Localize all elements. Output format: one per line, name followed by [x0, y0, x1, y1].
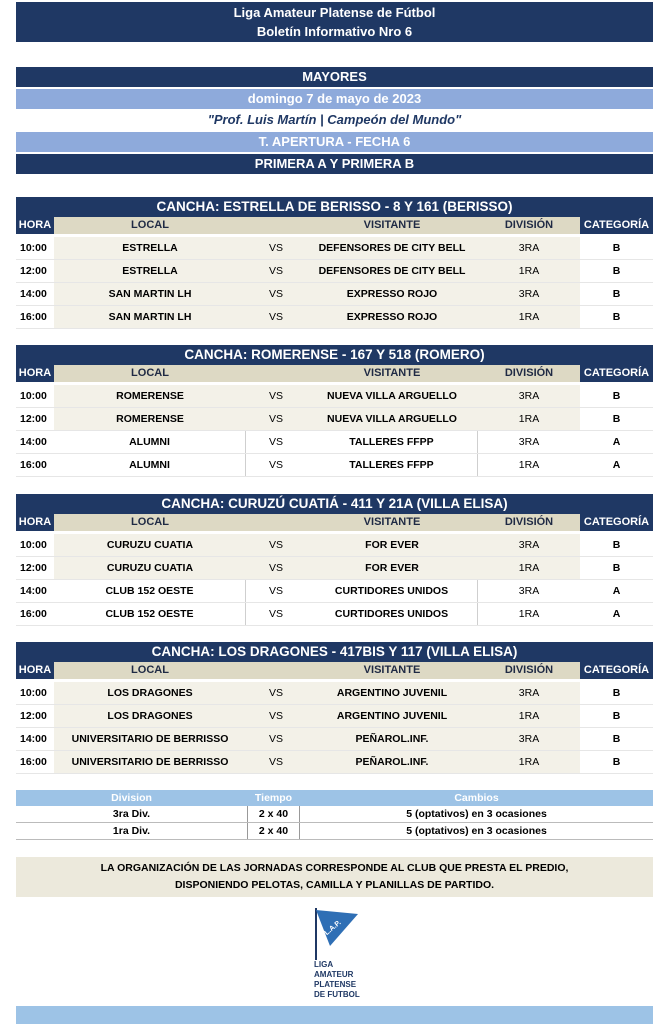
- match-division: 1RA: [478, 306, 580, 328]
- match-vs: VS: [246, 705, 306, 727]
- league-logo: [302, 906, 382, 1006]
- category-band: MAYORES: [16, 67, 653, 87]
- match-categoria: A: [612, 459, 621, 471]
- match-local: LOS DRAGONES: [54, 705, 246, 727]
- col-local: LOCAL: [54, 662, 246, 679]
- match-local: ALUMNI: [54, 431, 246, 453]
- rules-row: [16, 806, 653, 823]
- match-row: [16, 431, 653, 454]
- rules-col-tiempo: Tiempo: [254, 792, 293, 804]
- match-local: CLUB 152 OESTE: [54, 603, 246, 625]
- rules-division: 1ra Div.: [112, 825, 151, 837]
- match-visitante: NUEVA VILLA ARGUELLO: [306, 385, 478, 407]
- match-visitante: FOR EVER: [306, 534, 478, 556]
- match-division: 1RA: [478, 557, 580, 579]
- match-local: ROMERENSE: [54, 385, 246, 407]
- col-categoria: CATEGORÍA: [580, 365, 653, 382]
- column-header: [16, 365, 653, 382]
- note-line-2: DISPONIENDO PELOTAS, CAMILLA Y PLANILLAS DE PARTIDO.: [174, 879, 495, 891]
- match-division: 1RA: [478, 751, 580, 773]
- match-hora: 10:00: [20, 242, 47, 254]
- match-row: [16, 385, 653, 408]
- logo-line: LIGA: [314, 960, 334, 969]
- match-local: ROMERENSE: [54, 408, 246, 430]
- match-division: 1RA: [518, 459, 540, 471]
- logo-line: DE FUTBOL: [314, 990, 360, 999]
- match-vs: VS: [246, 237, 306, 259]
- match-division: 1RA: [478, 705, 580, 727]
- match-division: 3RA: [518, 585, 540, 597]
- match-local: LOS DRAGONES: [54, 682, 246, 704]
- flag-text: L.A.P.: [323, 919, 343, 937]
- col-local: LOCAL: [54, 514, 246, 531]
- match-vs: VS: [268, 608, 283, 620]
- match-visitante: EXPRESSO ROJO: [306, 306, 478, 328]
- match-vs: VS: [246, 306, 306, 328]
- match-hora: 12:00: [20, 710, 47, 722]
- match-hora: 10:00: [20, 539, 47, 551]
- match-local: SAN MARTIN LH: [54, 306, 246, 328]
- venue-title: CANCHA: ESTRELLA DE BERISSO - 8 Y 161 (BERISSO): [16, 197, 653, 217]
- match-categoria: B: [612, 733, 621, 745]
- match-division: 1RA: [478, 408, 580, 430]
- venue-block-1: [16, 197, 653, 329]
- col-hora: HORA: [16, 662, 54, 679]
- match-visitante: NUEVA VILLA ARGUELLO: [306, 408, 478, 430]
- match-local: ESTRELLA: [54, 260, 246, 282]
- match-row: [16, 682, 653, 705]
- rules-col-division: Division: [111, 792, 152, 804]
- match-hora: 16:00: [20, 756, 47, 768]
- venue-title: CANCHA: ROMERENSE - 167 Y 518 (ROMERO): [16, 345, 653, 365]
- col-vs: [246, 662, 306, 679]
- match-vs: VS: [246, 385, 306, 407]
- match-local: ESTRELLA: [54, 237, 246, 259]
- col-division: DIVISIÓN: [478, 217, 580, 234]
- date-band: domingo 7 de mayo de 2023: [16, 89, 653, 109]
- match-visitante: PEÑAROL.INF.: [306, 751, 478, 773]
- rules-tiempo: 2 x 40: [247, 806, 300, 822]
- col-visitante: VISITANTE: [306, 365, 478, 382]
- col-categoria: CATEGORÍA: [580, 514, 653, 531]
- match-visitante: CURTIDORES UNIDOS: [306, 580, 478, 602]
- match-row: [16, 260, 653, 283]
- match-row: [16, 705, 653, 728]
- match-vs: VS: [246, 557, 306, 579]
- venue-block-4: [16, 642, 653, 774]
- match-hora: 16:00: [20, 311, 47, 323]
- col-vs: [246, 217, 306, 234]
- match-vs: VS: [246, 728, 306, 750]
- rules-table: [16, 790, 653, 840]
- match-categoria: A: [612, 585, 621, 597]
- match-categoria: B: [612, 413, 621, 425]
- match-row: [16, 603, 653, 626]
- rules-cambios: 5 (optativos) en 3 ocasiones: [406, 825, 547, 837]
- match-local: UNIVERSITARIO DE BERRISSO: [54, 751, 246, 773]
- match-vs: VS: [246, 534, 306, 556]
- venue-block-3: [16, 494, 653, 626]
- match-division: 3RA: [478, 534, 580, 556]
- match-categoria: B: [612, 710, 621, 722]
- match-hora: 12:00: [20, 265, 47, 277]
- match-vs: VS: [268, 436, 283, 448]
- match-row: [16, 580, 653, 603]
- venue-block-2: [16, 345, 653, 477]
- match-visitante: TALLERES FFPP: [306, 454, 478, 476]
- tournament-band: T. APERTURA - FECHA 6: [16, 132, 653, 152]
- col-vs: [246, 514, 306, 531]
- col-hora: HORA: [16, 217, 54, 234]
- match-categoria: B: [612, 311, 621, 323]
- rules-tiempo: 2 x 40: [247, 823, 300, 839]
- col-hora: HORA: [16, 514, 54, 531]
- match-local: ALUMNI: [54, 454, 246, 476]
- match-categoria: B: [612, 539, 621, 551]
- match-local: SAN MARTIN LH: [54, 283, 246, 305]
- organization-note: [16, 857, 653, 897]
- match-visitante: CURTIDORES UNIDOS: [306, 603, 478, 625]
- league-title: Liga Amateur Platense de Fútbol: [233, 5, 436, 20]
- col-division: DIVISIÓN: [478, 514, 580, 531]
- col-local: LOCAL: [54, 365, 246, 382]
- match-hora: 12:00: [20, 413, 47, 425]
- match-row: [16, 534, 653, 557]
- match-categoria: B: [612, 288, 621, 300]
- col-visitante: VISITANTE: [306, 217, 478, 234]
- flag-icon: [302, 906, 382, 962]
- match-hora: 12:00: [20, 562, 47, 574]
- match-hora: 10:00: [20, 687, 47, 699]
- logo-line: PLATENSE: [314, 980, 357, 989]
- match-row: [16, 557, 653, 580]
- match-visitante: TALLERES FFPP: [306, 431, 478, 453]
- match-vs: VS: [268, 585, 283, 597]
- match-visitante: ARGENTINO JUVENIL: [306, 682, 478, 704]
- col-categoria: CATEGORÍA: [580, 217, 653, 234]
- column-header: [16, 217, 653, 234]
- match-division: 3RA: [478, 385, 580, 407]
- bulletin-header: [16, 2, 653, 42]
- match-hora: 16:00: [20, 459, 47, 471]
- col-categoria: CATEGORÍA: [580, 662, 653, 679]
- match-categoria: A: [612, 436, 621, 448]
- match-visitante: ARGENTINO JUVENIL: [306, 705, 478, 727]
- match-categoria: B: [612, 265, 621, 277]
- match-division: 3RA: [478, 283, 580, 305]
- match-row: [16, 728, 653, 751]
- match-local: CURUZU CUATIA: [54, 557, 246, 579]
- column-header: [16, 514, 653, 531]
- match-hora: 16:00: [20, 608, 47, 620]
- match-row: [16, 454, 653, 477]
- match-hora: 10:00: [20, 390, 47, 402]
- match-local: CLUB 152 OESTE: [54, 580, 246, 602]
- match-division: 1RA: [518, 608, 540, 620]
- col-division: DIVISIÓN: [478, 365, 580, 382]
- venue-title: CANCHA: LOS DRAGONES - 417BIS Y 117 (VILLA ELISA): [16, 642, 653, 662]
- match-categoria: B: [612, 562, 621, 574]
- match-division: 3RA: [478, 237, 580, 259]
- rules-cambios: 5 (optativos) en 3 ocasiones: [406, 808, 547, 820]
- match-vs: VS: [246, 260, 306, 282]
- note-line-1: LA ORGANIZACIÓN DE LAS JORNADAS CORRESPONDE AL CLUB QUE PRESTA EL PREDIO,: [100, 862, 569, 874]
- logo-text: [314, 960, 360, 1000]
- match-categoria: B: [612, 242, 621, 254]
- match-vs: VS: [246, 283, 306, 305]
- match-categoria: B: [612, 390, 621, 402]
- match-division: 1RA: [478, 260, 580, 282]
- tribute-line: "Prof. Luis Martín | Campeón del Mundo": [207, 112, 462, 127]
- bulletin-title: Boletín Informativo Nro 6: [256, 24, 413, 39]
- match-vs: VS: [246, 751, 306, 773]
- rules-col-cambios: Cambios: [454, 792, 499, 804]
- match-visitante: DEFENSORES DE CITY BELL: [306, 237, 478, 259]
- match-visitante: DEFENSORES DE CITY BELL: [306, 260, 478, 282]
- footer-bar: [16, 1006, 653, 1024]
- match-visitante: PEÑAROL.INF.: [306, 728, 478, 750]
- rules-header: [16, 790, 653, 806]
- col-division: DIVISIÓN: [478, 662, 580, 679]
- match-hora: 14:00: [20, 436, 47, 448]
- logo-line: AMATEUR: [314, 970, 354, 979]
- col-visitante: VISITANTE: [306, 662, 478, 679]
- match-visitante: FOR EVER: [306, 557, 478, 579]
- match-division: 3RA: [478, 682, 580, 704]
- col-hora: HORA: [16, 365, 54, 382]
- match-row: [16, 751, 653, 774]
- match-row: [16, 237, 653, 260]
- divisions-band: PRIMERA A Y PRIMERA B: [16, 154, 653, 174]
- match-hora: 14:00: [20, 585, 47, 597]
- match-categoria: B: [612, 687, 621, 699]
- match-vs: VS: [268, 459, 283, 471]
- match-local: CURUZU CUATIA: [54, 534, 246, 556]
- match-visitante: EXPRESSO ROJO: [306, 283, 478, 305]
- column-header: [16, 662, 653, 679]
- col-local: LOCAL: [54, 217, 246, 234]
- rules-division: 3ra Div.: [112, 808, 151, 820]
- match-division: 3RA: [478, 728, 580, 750]
- match-hora: 14:00: [20, 288, 47, 300]
- rules-row: [16, 823, 653, 840]
- match-hora: 14:00: [20, 733, 47, 745]
- match-local: UNIVERSITARIO DE BERRISSO: [54, 728, 246, 750]
- col-visitante: VISITANTE: [306, 514, 478, 531]
- match-categoria: B: [612, 756, 621, 768]
- match-row: [16, 408, 653, 431]
- venue-title: CANCHA: CURUZÚ CUATIÁ - 411 Y 21A (VILLA ELISA): [16, 494, 653, 514]
- match-vs: VS: [246, 408, 306, 430]
- col-vs: [246, 365, 306, 382]
- match-vs: VS: [246, 682, 306, 704]
- match-row: [16, 283, 653, 306]
- match-row: [16, 306, 653, 329]
- match-division: 3RA: [518, 436, 540, 448]
- match-categoria: A: [612, 608, 621, 620]
